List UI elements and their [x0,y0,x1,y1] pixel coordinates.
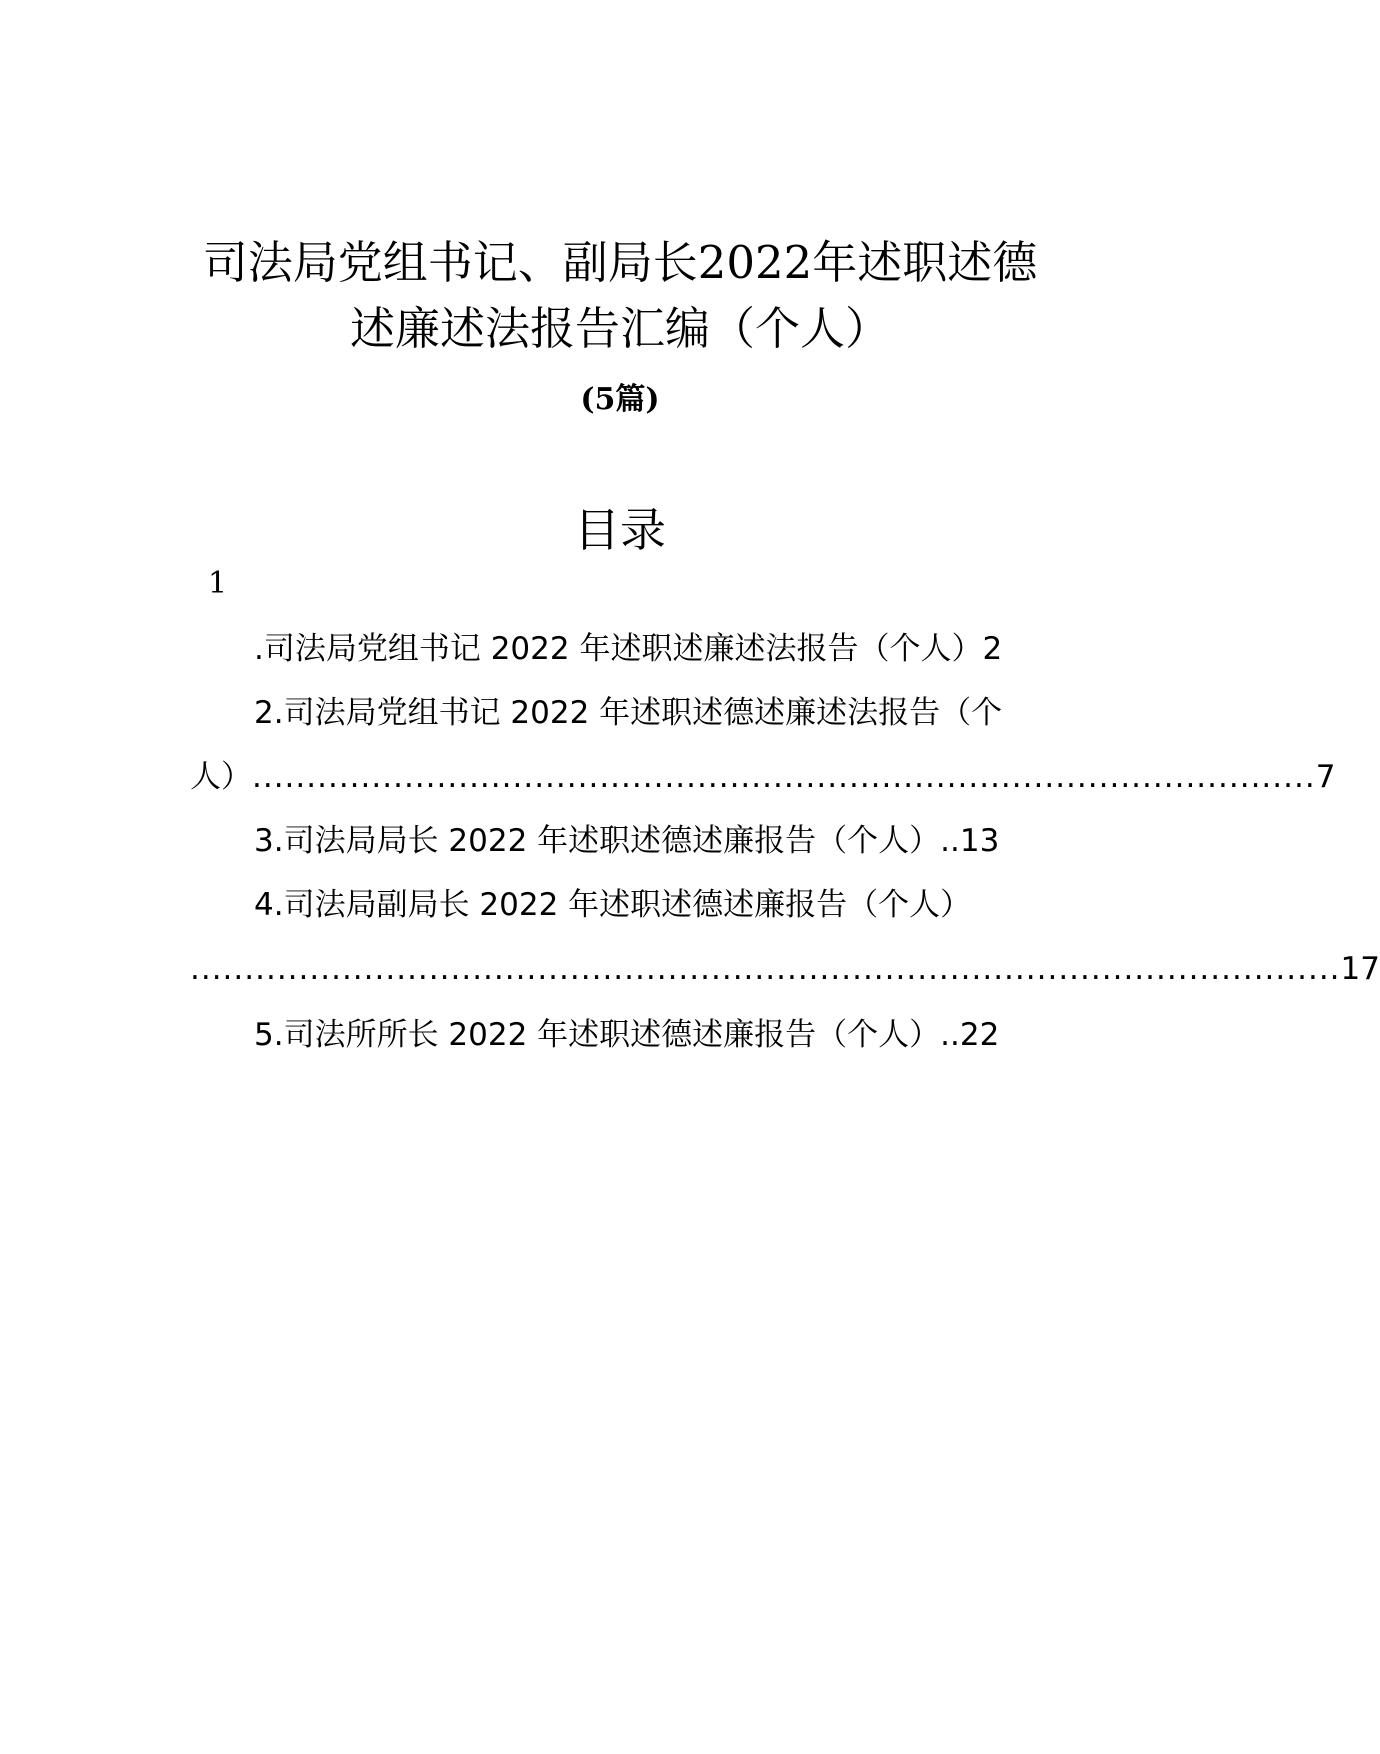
toc-entry-2-line1[interactable]: 2.司法局党组书记 2022 年述职述德述廉述法报告（个 [254,695,1003,731]
list-marker: 1 [208,566,228,601]
title-part-2: 年述职述德 [812,236,1038,289]
toc-leader-dots: .................................................................................................. [252,759,1316,795]
document-title-line1 [0,236,1240,289]
article-count: (5篇) [580,382,660,417]
toc-page-number: 17 [1340,951,1380,987]
toc-leader-dots: .......................................................................................................... [190,951,1341,987]
toc-entry-2-text: 人） [190,759,252,795]
document-title-line2: 述廉述法报告汇编（个人） [349,302,890,355]
toc-entry-4-line1[interactable]: 4.司法局副局长 2022 年述职述德述廉报告（个人） [254,887,972,923]
toc-entry-5[interactable]: 5.司法所所长 2022 年述职述德述廉报告（个人）..22 [254,1017,1000,1053]
toc-entry-3[interactable]: 3.司法局局长 2022 年述职述德述廉报告（个人）..13 [254,823,1000,859]
toc-page-number: 7 [1315,759,1336,795]
toc-entry-4-line2[interactable] [190,951,1380,987]
toc-entry-1[interactable]: .司法局党组书记 2022 年述职述廉述法报告（个人）2 [254,631,1003,667]
toc-heading: 目录 [574,503,666,557]
title-year: 2022 [697,236,813,289]
title-part-1: 司法局党组书记、副局长 [202,236,698,289]
toc-entry-2-line2[interactable] [190,759,1336,795]
